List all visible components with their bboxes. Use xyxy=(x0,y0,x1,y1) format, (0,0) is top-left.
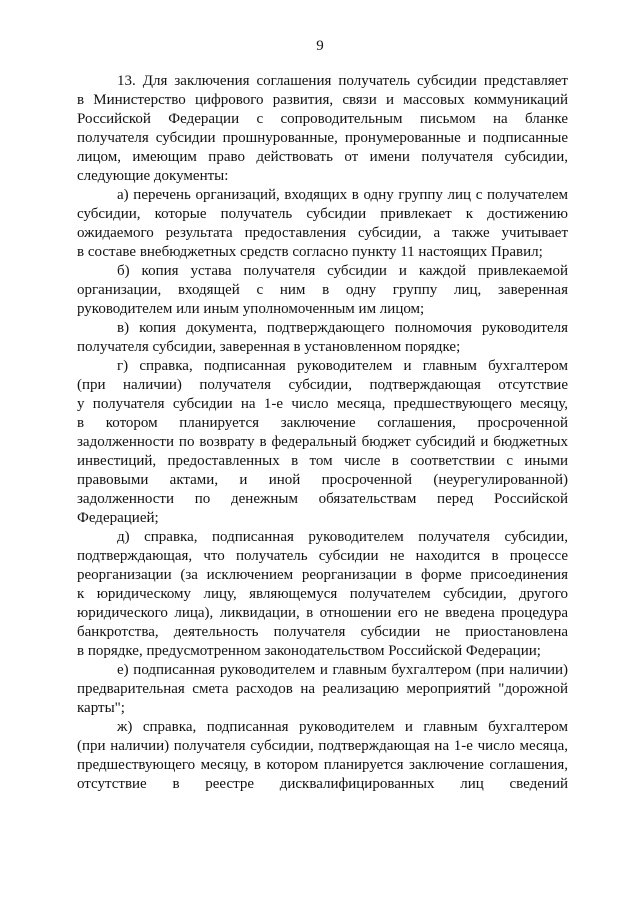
text-line: руководителем или иным уполномоченным им лицом; xyxy=(77,301,425,317)
text-line: д) справка, подписанная руководителем получателя субсидии, xyxy=(117,529,568,545)
text-line: е) подписанная руководителем и главным бухгалтером (при наличии) xyxy=(117,662,568,678)
text-line: б) копия устава получателя субсидии и каждой привлекаемой xyxy=(117,263,568,279)
text-line: в) копия документа, подтверждающего полномочия руководителя xyxy=(117,320,568,336)
paragraph-13 xyxy=(77,72,568,186)
paragraph-a xyxy=(77,186,568,262)
text-line: отсутствие в реестре дисквалифицированных лиц сведений xyxy=(77,776,568,792)
text-line: следующие документы: xyxy=(77,168,229,184)
text-line: в порядке, предусмотренном законодательством Российской Федерации; xyxy=(77,643,541,659)
text-line: подтверждающая, что получатель субсидии не находится в процессе xyxy=(77,548,568,564)
text-line: Российской Федерации с сопроводительным письмом на бланке xyxy=(77,111,568,127)
text-line: ожидаемого результата предоставления субсидии, а также учитывает xyxy=(77,225,568,241)
text-line: к юридическому лицу, являющемуся получателем субсидии, другого xyxy=(77,586,568,602)
text-line: в Министерство цифрового развития, связи и массовых коммуникаций xyxy=(77,92,568,108)
text-line: 13. Для заключения соглашения получатель субсидии представляет xyxy=(117,73,568,89)
text-line: организации, входящей с ним в одну группу лиц, заверенная xyxy=(77,282,568,298)
text-line: задолженности по денежным обязательствам перед Российской xyxy=(77,491,568,507)
text-line: задолженности по возврату в федеральный бюджет субсидий и бюджетных xyxy=(77,434,568,450)
text-line: Федерацией; xyxy=(77,510,159,526)
paragraph-zh xyxy=(77,718,568,794)
text-line: предварительная смета расходов на реализацию мероприятий "дорожной xyxy=(77,681,568,697)
text-line: юридического лица), ликвидации, в отношении его не введена процедура xyxy=(77,605,568,621)
document-body xyxy=(77,72,568,794)
paragraph-d xyxy=(77,528,568,661)
text-line: реорганизации (за исключением реорганизации в форме присоединения xyxy=(77,567,568,583)
text-line: лицом, имеющим право действовать от имени получателя субсидии, xyxy=(77,149,568,165)
text-line: банкротства, деятельность получателя субсидии не приостановлена xyxy=(77,624,568,640)
text-line: у получателя субсидии на 1-е число месяца, предшествующего месяцу, xyxy=(77,396,568,412)
paragraph-g xyxy=(77,357,568,528)
text-line: получателя субсидии, заверенная в установленном порядке; xyxy=(77,339,461,355)
text-line: субсидии, которые получатель субсидии привлекает к достижению xyxy=(77,206,568,222)
text-line: г) справка, подписанная руководителем и главным бухгалтером xyxy=(117,358,568,374)
paragraph-e xyxy=(77,661,568,718)
text-line: (при наличии) получателя субсидии, подтверждающая на 1-е число месяца, xyxy=(77,738,568,754)
text-line: ж) справка, подписанная руководителем и главным бухгалтером xyxy=(117,719,568,735)
page-number: 9 xyxy=(316,38,324,54)
text-line: (при наличии) получателя субсидии, подтверждающая отсутствие xyxy=(77,377,568,393)
text-line: в составе внебюджетных средств согласно пункту 11 настоящих Правил; xyxy=(77,244,543,260)
text-line: получателя субсидии прошнурованные, пронумерованные и подписанные xyxy=(77,130,568,146)
paragraph-v xyxy=(77,319,568,357)
text-line: в котором планируется заключение соглашения, просроченной xyxy=(77,415,568,431)
text-line: карты"; xyxy=(77,700,125,716)
text-line: предшествующего месяцу, в котором планируется заключение соглашения, xyxy=(77,757,568,773)
text-line: инвестиций, предоставленных в том числе в соответствии с иными xyxy=(77,453,568,469)
text-line: а) перечень организаций, входящих в одну группу лиц с получателем xyxy=(117,187,568,203)
paragraph-b xyxy=(77,262,568,319)
text-line: правовыми актами, и иной просроченной (неурегулированной) xyxy=(77,472,568,488)
